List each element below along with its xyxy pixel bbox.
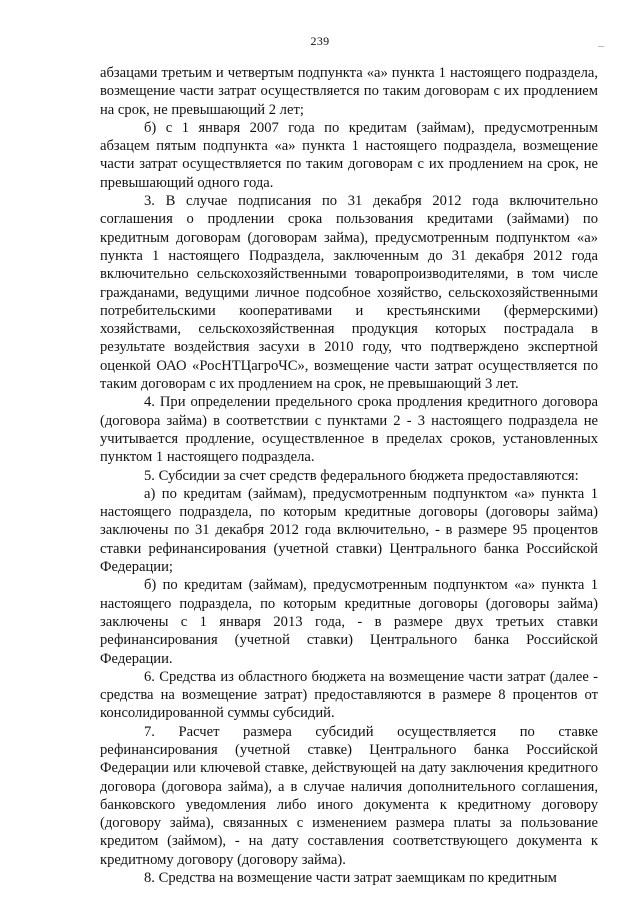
corner-mark: ... xyxy=(598,40,604,49)
paragraph-5: 5. Субсидии за счет средств федерального бюджета предоставляются: xyxy=(144,467,579,484)
paragraph-8: 8. Средства на возмещение части затрат заемщикам по кредитным xyxy=(144,870,557,887)
document-body xyxy=(100,64,598,887)
paragraph-3: 3. В случае подписания по 31 декабря 2012 года включительно соглашения о продлении срока пользования кредитами (займами) по кредитным договорам (договорам займа), предусмотренным подпунктом «а» пункта 1 настоящего Подраздела, заключенным до 31 декабря 2012 года включительно сельскохозяйственными товаропроизводителями, в том числе гражданами, ведущими личное подсобное хозяйство, сельскохозяйственными потребительскими кооперативами и крестьянскими (фермерскими) хозяйствами, сельскохозяйственная продукция которых пострадала в результате воздействия засухи в 2010 году, что подтверждено экспертной оценкой ОАО «РосНТЦагроЧС», возмещение части затрат осуществляется по таким договорам с их продлением на срок, не превышающий 3 лет. xyxy=(100,193,598,393)
paragraph-5b: б) по кредитам (займам), предусмотренным подпунктом «а» пункта 1 настоящего подраздела, по которым кредитные договоры (договоры займа) заключены с 1 января 2013 года, - в размере двух третьих ставки рефинансирования (учетной ставки) Центрального банка Российской Федерации. xyxy=(100,577,598,667)
paragraph-continuation: абзацами третьим и четвертым подпункта «а» пункта 1 настоящего подраздела, возмещение части затрат осуществляется по таким договорам с их продлением на срок, не превышающий 2 лет; xyxy=(100,65,598,118)
paragraph-7: 7. Расчет размера субсидий осуществляется по ставке рефинансирования (учетной ставке) Центрального банка Российской Федерации или ключевой ставке, действующей на дату заключения кредитного договора (договора займа), а в случае наличия дополнительного соглашения, банковского уведомления либо иного документа к кредитному договору (договору займа), связанных с изменением размера платы за пользование кредитом (займом), - на дату составления соответствующего документа к кредитному договору (договору займа). xyxy=(100,723,598,868)
paragraph-6: 6. Средства из областного бюджета на возмещение части затрат (далее - средства на возмещение затрат) предоставляются в размере 8 процентов от консолидированной суммы субсидий. xyxy=(100,668,598,722)
page-number: 239 xyxy=(310,34,330,48)
paragraph-5a: а) по кредитам (займам), предусмотренным подпунктом «а» пункта 1 настоящего подраздела, по которым кредитные договоры (договоры займа) заключены по 31 декабря 2012 года включительно, - в размере 95 процентов ставки рефинансирования (учетной ставки) Центрального банка Российской Федерации; xyxy=(100,485,598,576)
paragraph-2b: б) с 1 января 2007 года по кредитам (займам), предусмотренным абзацем пятым подпункта «а» пункта 1 настоящего подраздела, возмещение части затрат осуществляется по таким договорам с их продлением на срок, не превышающий одного года. xyxy=(100,119,598,191)
paragraph-4: 4. При определении предельного срока продления кредитного договора (договора займа) в соответствии с пунктами 2 - 3 настоящего подраздела не учитывается продление, осуществленное в пределах сроков, установленных пунктом 1 настоящего подраздела. xyxy=(100,394,598,466)
